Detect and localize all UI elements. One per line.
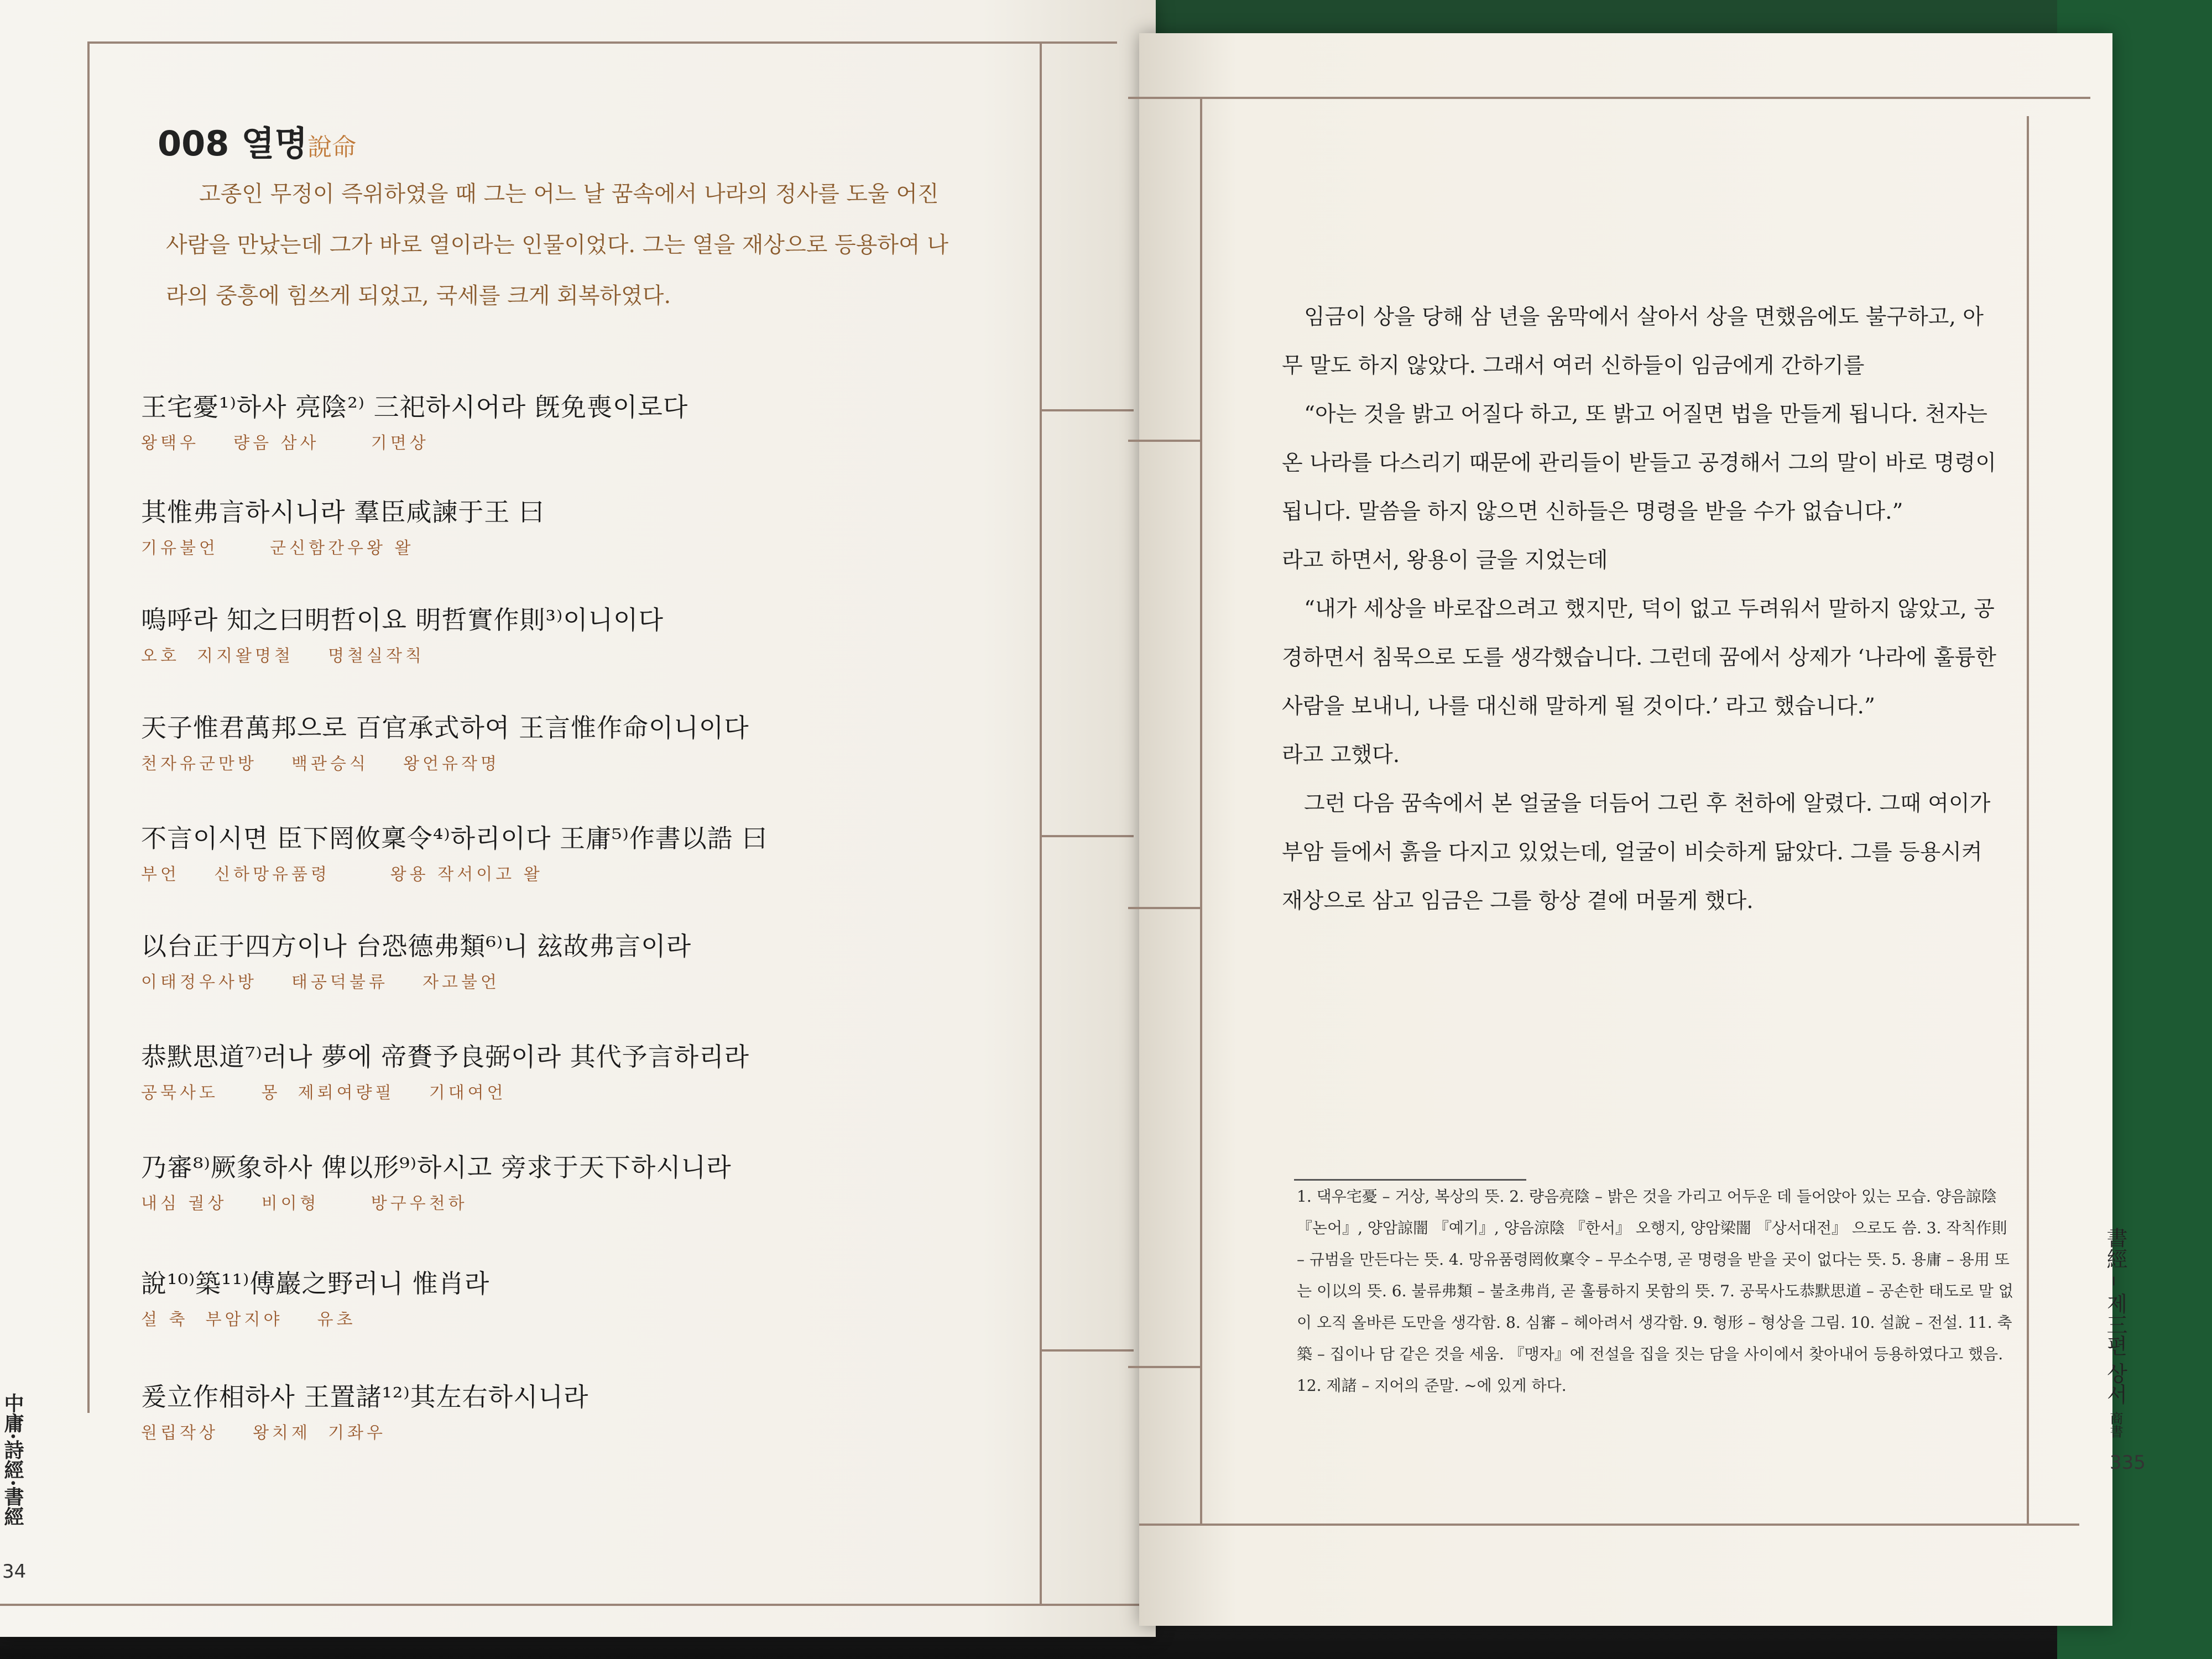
verse-7 — [141, 1037, 971, 1103]
verse-10 — [141, 1377, 971, 1443]
frame-line — [1128, 1366, 1200, 1368]
frame-line — [1200, 97, 1202, 1524]
frame-line — [2027, 116, 2029, 1524]
page-number-right: 335 — [2110, 1452, 2146, 1474]
verse-hanja: 嗚呼라 知之曰明哲이요 明哲實作則³⁾이니이다 — [141, 605, 664, 635]
intro-paragraph: 고종인 무정이 즉위하였을 때 그는 어느 날 꿈속에서 나라의 정사를 도울 어진 사람을 만났는데 그가 바로 열이라는 인물이었다. 그는 열을 재상으로 등용하여 나라의 중흥에 힘쓰게 되었고, 국세를 크게 회복하였다. — [166, 181, 948, 309]
body-paragraph: 임금이 상을 당해 삼 년을 움막에서 살아서 상을 면했음에도 불구하고, 아무 말도 하지 않았다. 그래서 여러 신하들이 임금에게 간하기를 — [1282, 305, 1984, 378]
frame-line — [1128, 907, 1200, 909]
verse-1 — [141, 387, 971, 453]
side-tab-right — [2099, 1183, 2132, 1482]
verse-4 — [141, 708, 971, 774]
page-number-left: 34 — [2, 1561, 27, 1583]
verse-6 — [141, 926, 971, 993]
body-paragraph: “아는 것을 밝고 어질다 하고, 또 밝고 어질면 법을 만들게 됩니다. 천자는 온 나라를 다스리기 때문에 관리들이 받들고 공경해서 그의 말이 바로 명령이 됩니다. 말씀을 하지 않으면 신하들은 명령을 받을 수가 없습니다.” — [1282, 402, 1996, 524]
frame-line — [1139, 1524, 2079, 1526]
verse-reading: 기유불언 군신함간우왕 왈 — [141, 539, 414, 558]
verse-hanja: 以台正于四方이나 台恐德弗類⁶⁾니 玆故弗言이라 — [141, 931, 692, 961]
side-tab-right-small: 商書 — [2107, 1411, 2123, 1438]
verse-hanja: 爰立作相하사 王置諸¹²⁾其左右하시니라 — [141, 1382, 589, 1412]
verse-hanja: 乃審⁸⁾厥象하사 俾以形⁹⁾하시고 旁求于天下하시니라 — [141, 1152, 732, 1182]
frame-line — [1040, 835, 1134, 837]
verse-reading: 원립작상 왕치제 기좌우 — [141, 1423, 387, 1443]
verse-reading: 내심 궐상 비이형 방구우천하 — [141, 1194, 468, 1213]
verse-reading: 천자유군만방 백관승식 왕언유작명 — [141, 754, 500, 774]
frame-line — [88, 41, 1117, 44]
side-tab-left: 中庸·詩經·書經 — [1, 1393, 24, 1527]
verse-reading: 오호 지지왈명철 명철실작칙 — [141, 646, 425, 666]
side-tab-right-label: 書經 – 제三편 상서 — [2103, 1227, 2127, 1405]
frame-line — [1128, 440, 1200, 442]
verse-hanja: 說¹⁰⁾築¹¹⁾傅巖之野러니 惟肖라 — [141, 1269, 490, 1298]
frame-line — [1040, 409, 1134, 411]
frame-line — [87, 41, 90, 1413]
verse-reading: 설 축 부암지야 유초 — [141, 1310, 356, 1329]
verse-hanja: 其惟弗言하시니라 羣臣咸諫于王 曰 — [141, 497, 545, 527]
verse-reading: 공묵사도 몽 제뢰여량필 기대여언 — [141, 1083, 507, 1103]
frame-line — [1040, 1349, 1134, 1352]
verse-9 — [141, 1264, 971, 1330]
frame-line — [0, 1604, 1139, 1606]
frame-line — [1040, 41, 1042, 1604]
right-page-body — [1282, 293, 2001, 926]
body-paragraph: 그런 다음 꿈속에서 본 얼굴을 더듬어 그린 후 천하에 알렸다. 그때 여이가 부암 들에서 흙을 다지고 있었는데, 얼굴이 비슷하게 닮았다. 그를 등용시켜 재상으로 삼고 임금은 그를 항상 곁에 머물게 했다. — [1282, 791, 1991, 914]
verse-2 — [141, 492, 971, 559]
section-title — [158, 116, 356, 165]
verse-reading: 왕택우 량음 삼사 기면상 — [141, 434, 429, 453]
verse-hanja: 王宅憂¹⁾하사 亮陰²⁾ 三祀하시어라 旣免喪이로다 — [141, 392, 688, 422]
section-title-hanja: 說命 — [307, 133, 357, 161]
verse-hanja: 不言이시면 臣下罔攸稟令⁴⁾하리이다 王庸⁵⁾作書以誥 曰 — [141, 823, 768, 853]
section-title-korean: 열명 — [241, 123, 308, 164]
body-paragraph: “내가 세상을 바로잡으려고 했지만, 덕이 없고 두려워서 말하지 않았고, 공경하면서 침묵으로 도를 생각했습니다. 그런데 꿈에서 상제가 ‘나라에 훌륭한 사람을 보내니, 나를 대신해 말하게 될 것이다.’ 라고 했습니다.” — [1282, 597, 1996, 719]
verse-reading: 부언 신하망유품령 왕용 작서이고 왈 — [141, 865, 543, 884]
body-paragraph: 라고 하면서, 왕용이 글을 지었는데 — [1282, 548, 1608, 573]
section-number: 008 — [158, 123, 229, 164]
verse-8 — [141, 1147, 971, 1214]
verse-hanja: 天子惟君萬邦으로 百官承式하여 王言惟作命이니이다 — [141, 713, 749, 743]
verse-5 — [141, 818, 971, 885]
verse-hanja: 恭默思道⁷⁾러나 夢에 帝賚予良弼이라 其代予言하리라 — [141, 1042, 750, 1072]
frame-line — [1128, 97, 2090, 99]
body-paragraph: 라고 고했다. — [1282, 743, 1400, 768]
verse-reading: 이태정우사방 태공덕불류 자고불언 — [141, 973, 500, 992]
verse-3 — [141, 600, 971, 666]
footnotes: 1. 댁우宅憂 – 거상, 복상의 뜻. 2. 량음亮陰 – 밝은 것을 가리고 어두운 데 들어앉아 있는 모습. 양음諒陰 『논어』, 양암諒闇 『예기』, 양음涼陰 『한서』 오행지, 양암梁闇 『상서대전』 으로도 씀. 3. 작칙作則 – 규범을 만든다는 뜻. 4. 망유품령罔攸稟令 – 무소수명, 곧 명령을 받을 곳이 없다는 뜻. 5. 용庸 – 용用 또는 이以의 뜻. 6. 불류弗類 – 불초弗肖, 곧 훌륭하지 못함의 뜻. 7. 공묵사도恭默思道 – 공손한 태도로 말 없이 오직 올바른 도만을 생각함. 8. 심審 – 헤아려서 생각함. 9. 형形 – 형상을 그림. 10. 설說 – 전설. 11. 축築 – 집이나 담 같은 것을 세움. 『맹자』에 전설을 집을 짓는 담을 사이에서 찾아내어 등용하였다고 했음. 12. 제諸 – 지어의 준말. ~에 있게 하다. — [1297, 1187, 2013, 1395]
